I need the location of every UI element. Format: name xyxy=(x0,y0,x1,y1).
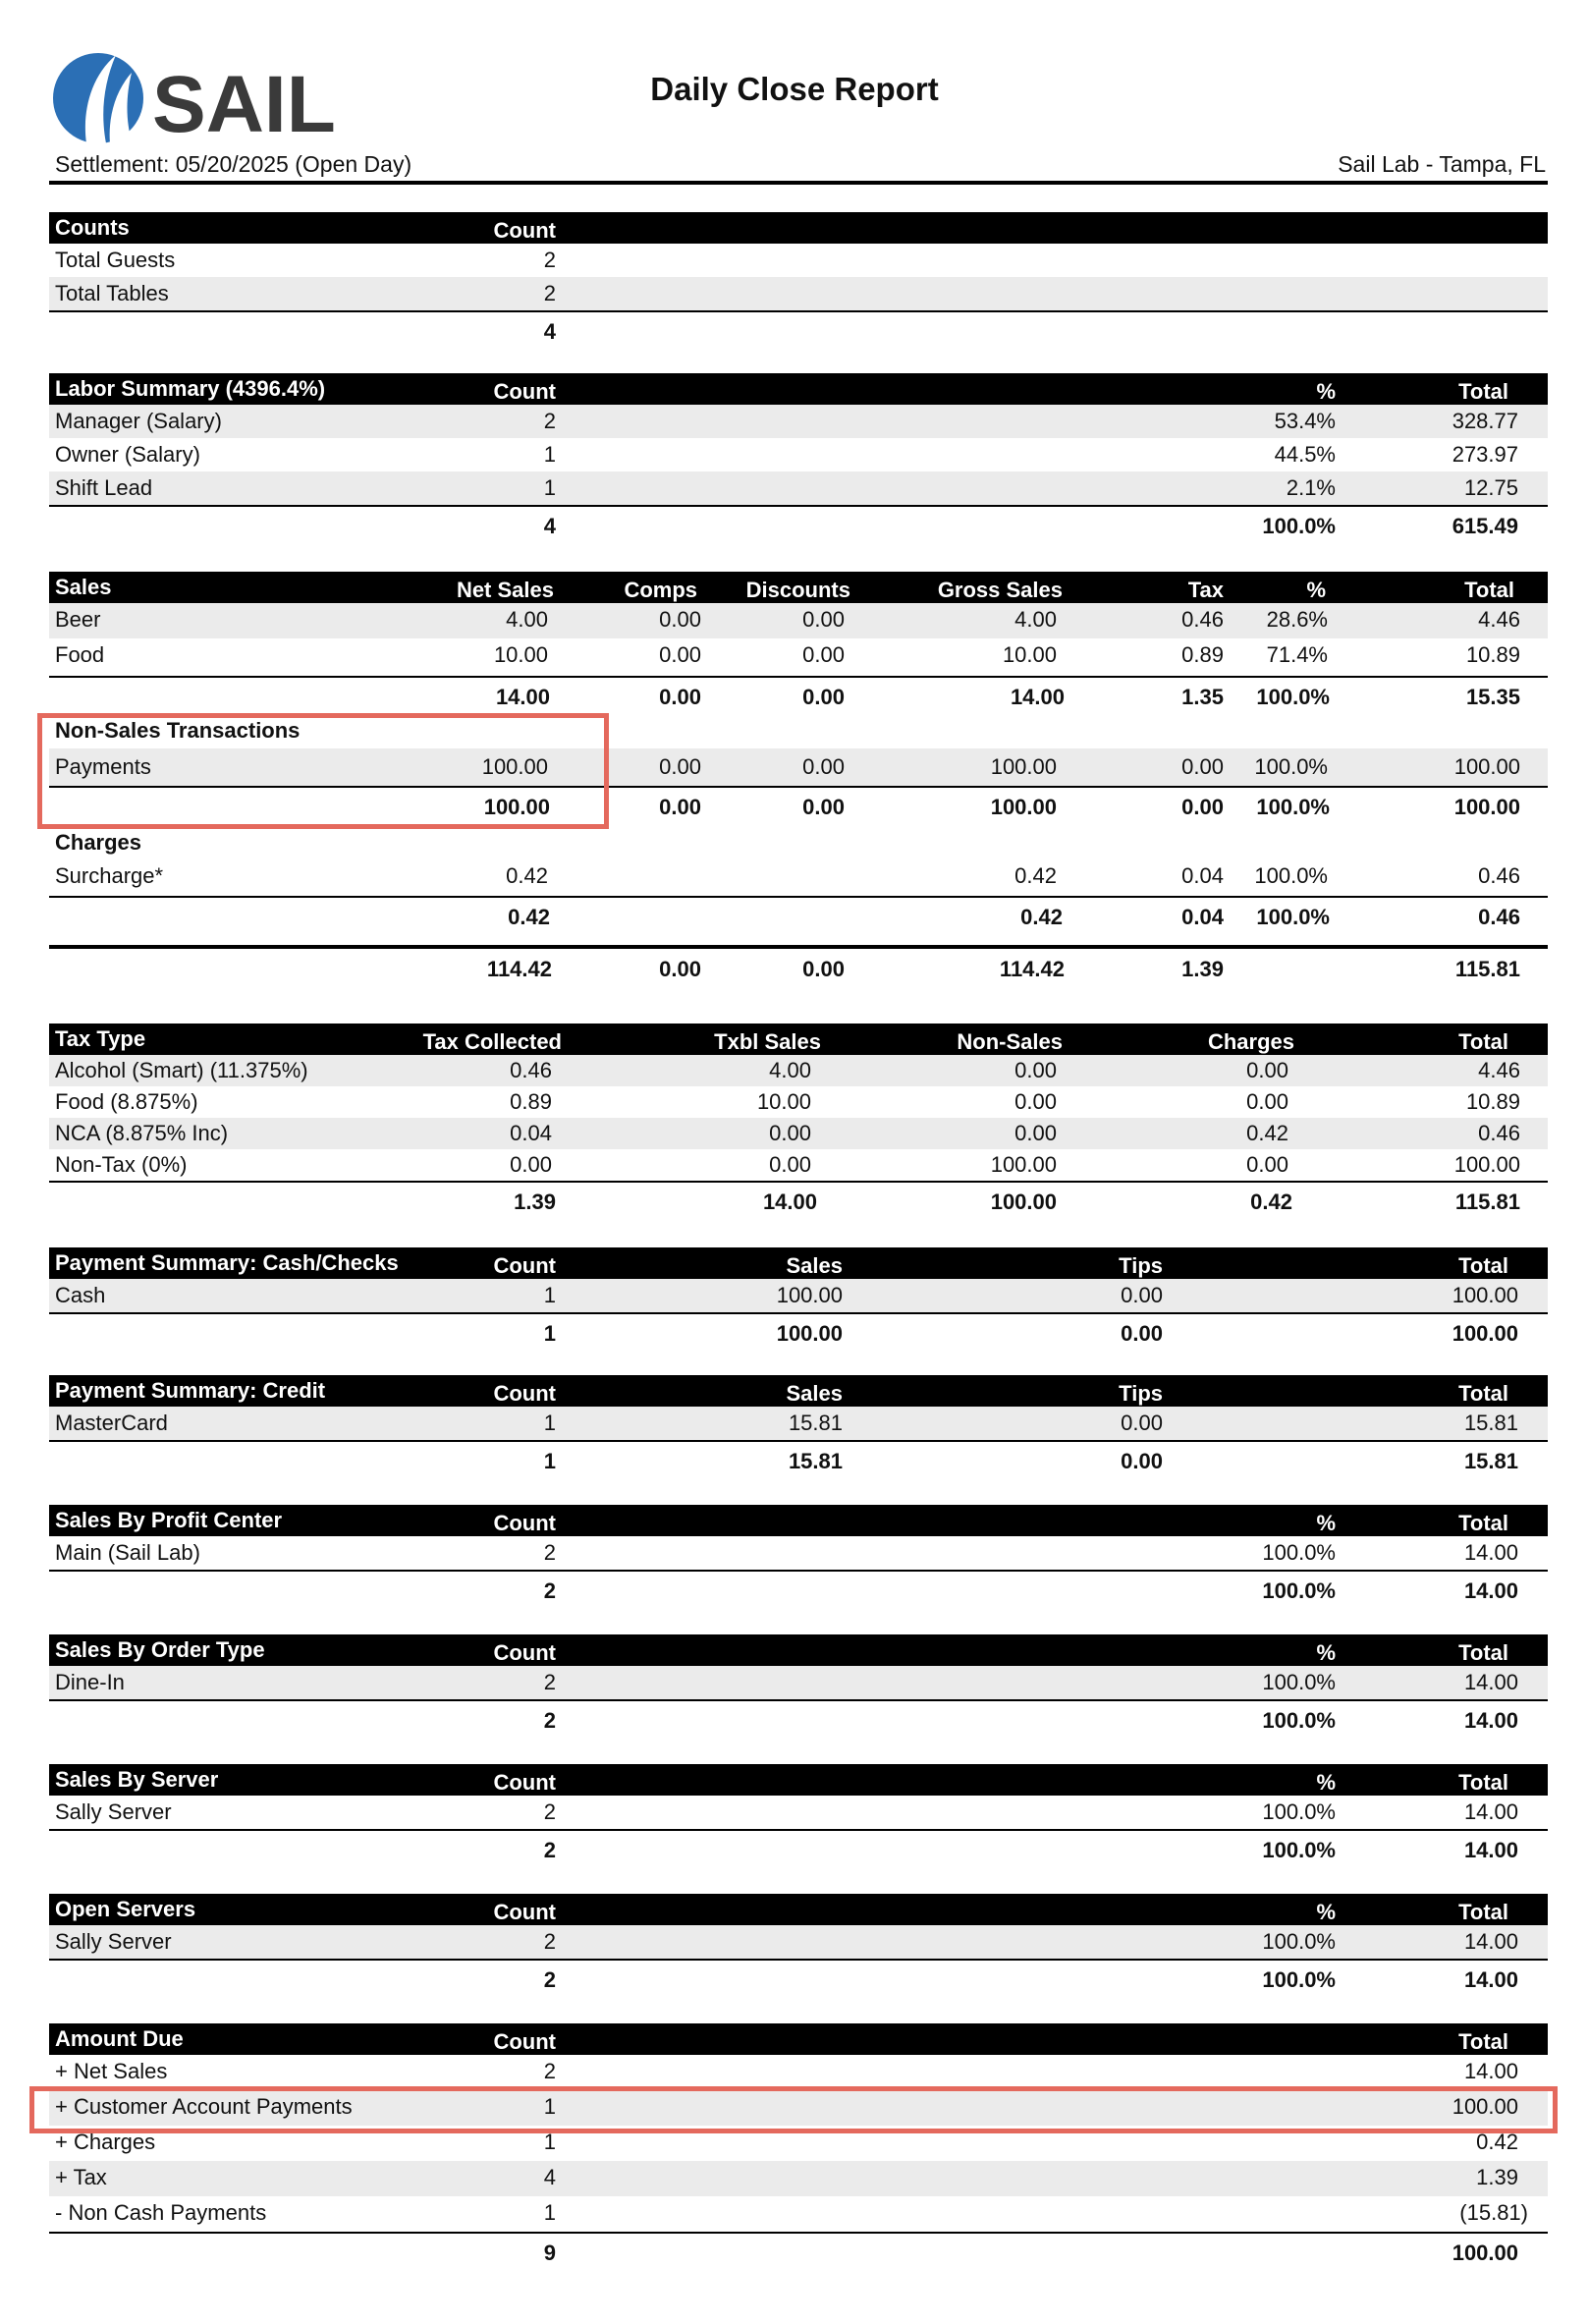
total-value: 0.00 xyxy=(659,795,701,819)
row-value: 1 xyxy=(543,442,556,467)
col-header: Comps xyxy=(624,578,697,602)
total-row xyxy=(49,676,1548,711)
row-value: 0.00 xyxy=(659,607,701,632)
row-value: 0.00 xyxy=(802,642,845,667)
table-row xyxy=(49,1666,1548,1699)
row-value: 0.00 xyxy=(1121,1283,1163,1307)
row-value: 0.04 xyxy=(510,1121,552,1145)
col-header: Charges xyxy=(1207,1029,1294,1054)
col-header: Gross Sales xyxy=(937,578,1063,602)
row-value: 71.4% xyxy=(1266,642,1328,667)
sales-header xyxy=(49,572,1548,603)
row-value: 0.00 xyxy=(659,642,701,667)
total-value: 115.81 xyxy=(1454,1190,1520,1214)
col-header: Count xyxy=(493,218,556,243)
table-row xyxy=(49,2055,1548,2090)
profit-center-section xyxy=(49,1505,1548,1607)
row-label: Beer xyxy=(55,607,101,632)
total-value: 15.35 xyxy=(1465,685,1520,709)
row-value: 100.00 xyxy=(1452,2094,1518,2119)
row-value: 2 xyxy=(543,409,556,433)
row-value: 14.00 xyxy=(1463,1540,1518,1565)
row-value: 10.00 xyxy=(756,1089,811,1114)
row-value: 0.00 xyxy=(1121,1411,1163,1435)
row-label: Shift Lead xyxy=(55,475,153,500)
header-divider xyxy=(49,181,1548,185)
table-row xyxy=(49,638,1548,676)
total-value: 0.00 xyxy=(1121,1321,1163,1346)
total-value: 0.42 xyxy=(1250,1190,1292,1214)
col-header: Total xyxy=(1458,1511,1508,1535)
cash-payment-section xyxy=(49,1247,1548,1350)
row-value: 14.00 xyxy=(1463,1799,1518,1824)
total-value: 0.00 xyxy=(1181,795,1224,819)
col-header: % xyxy=(1316,1640,1336,1665)
total-value: 115.81 xyxy=(1454,957,1520,981)
total-row xyxy=(49,1312,1548,1350)
row-label: + Customer Account Payments xyxy=(55,2094,353,2119)
total-value: 0.04 xyxy=(1181,905,1224,929)
row-label: Surcharge* xyxy=(55,863,164,888)
row-value: 1 xyxy=(543,2200,556,2225)
cash-header xyxy=(49,1247,1548,1279)
col-header: Amount Due xyxy=(55,2026,184,2051)
total-value: 100.00 xyxy=(1452,1321,1518,1346)
row-value: 1 xyxy=(543,475,556,500)
row-value: 1.39 xyxy=(1476,2165,1518,2189)
row-value: 0.00 xyxy=(1181,754,1224,779)
logo-wordmark: SAIL xyxy=(152,60,336,147)
row-label: Food xyxy=(55,642,105,667)
total-value: 0.00 xyxy=(659,685,701,709)
row-value: 100.0% xyxy=(1254,863,1328,888)
col-header: Count xyxy=(493,2029,556,2054)
sales-by-server-section xyxy=(49,1764,1548,1866)
row-value: 100.0% xyxy=(1262,1670,1336,1694)
total-value: 100.0% xyxy=(1262,1578,1336,1603)
total-value: 2 xyxy=(543,1838,556,1862)
total-value: 100.00 xyxy=(1452,2241,1518,2265)
total-value: 14.00 xyxy=(495,685,550,709)
col-header: % xyxy=(1316,1511,1336,1535)
row-value: 100.00 xyxy=(1453,1152,1520,1177)
row-label: Food (8.875%) xyxy=(55,1089,198,1114)
col-header: Count xyxy=(493,379,556,404)
row-value: 15.81 xyxy=(788,1411,843,1435)
nonsales-highlight-box xyxy=(37,713,609,829)
col-header: Total xyxy=(1458,1900,1508,1924)
total-value: 0.42 xyxy=(508,905,550,929)
row-value: 10.00 xyxy=(493,642,548,667)
row-value: 0.46 xyxy=(1478,1121,1520,1145)
col-header: Payment Summary: Credit xyxy=(55,1378,326,1403)
order-type-header xyxy=(49,1634,1548,1666)
total-value: 100.00 xyxy=(990,795,1057,819)
row-value: 0.00 xyxy=(802,607,845,632)
total-row xyxy=(49,1959,1548,1996)
total-value: 0.00 xyxy=(802,685,845,709)
row-value: 328.77 xyxy=(1452,409,1518,433)
labor-summary-section xyxy=(49,373,1548,542)
col-header: Sales By Profit Center xyxy=(55,1508,283,1532)
row-value: 10.89 xyxy=(1465,642,1520,667)
table-row xyxy=(49,1055,1548,1086)
row-value: 100.0% xyxy=(1262,1540,1336,1565)
credit-header xyxy=(49,1375,1548,1407)
total-row xyxy=(49,310,1548,348)
total-value: 100.00 xyxy=(776,1321,843,1346)
row-value: 0.04 xyxy=(1181,863,1224,888)
row-value: (15.81) xyxy=(1459,2200,1528,2225)
row-value: 0.00 xyxy=(1246,1152,1288,1177)
col-header: Total xyxy=(1458,2029,1508,2054)
total-value: 9 xyxy=(543,2241,556,2265)
table-row xyxy=(49,2161,1548,2196)
row-value: 2 xyxy=(543,2059,556,2083)
row-value: 0.42 xyxy=(506,863,548,888)
col-header: Total xyxy=(1458,1770,1508,1795)
row-value: 0.89 xyxy=(510,1089,552,1114)
total-value: 15.81 xyxy=(1463,1449,1518,1473)
row-value: 10.00 xyxy=(1002,642,1057,667)
row-value: 2 xyxy=(543,1540,556,1565)
total-value: 1.35 xyxy=(1181,685,1224,709)
total-value: 14.00 xyxy=(762,1190,817,1214)
col-header: Labor Summary (4396.4%) xyxy=(55,376,326,401)
row-value: 1 xyxy=(543,1411,556,1435)
total-value: 100.0% xyxy=(1262,1708,1336,1733)
total-row xyxy=(49,1699,1548,1737)
row-value: 2 xyxy=(543,1929,556,1954)
profit-center-header xyxy=(49,1505,1548,1536)
total-value: 114.42 xyxy=(486,957,552,981)
row-value: 14.00 xyxy=(1463,2059,1518,2083)
total-value: 0.42 xyxy=(1020,905,1063,929)
col-header: Total xyxy=(1464,578,1514,602)
col-header: Sales xyxy=(786,1253,843,1278)
row-value: 0.00 xyxy=(1246,1089,1288,1114)
row-label: Owner (Salary) xyxy=(55,442,200,467)
row-value: 100.00 xyxy=(990,754,1057,779)
total-value: 100.0% xyxy=(1256,795,1330,819)
row-label: Alcohol (Smart) (11.375%) xyxy=(55,1058,308,1082)
total-value: 0.46 xyxy=(1478,905,1520,929)
location-label: Sail Lab - Tampa, FL xyxy=(1338,151,1546,177)
table-row xyxy=(49,1279,1548,1312)
col-header: Tax Collected xyxy=(422,1029,562,1054)
total-value: 100.0% xyxy=(1262,514,1336,538)
open-servers-header xyxy=(49,1894,1548,1925)
row-value: 0.00 xyxy=(510,1152,552,1177)
total-row xyxy=(49,1440,1548,1477)
col-header: Sales By Server xyxy=(55,1767,219,1792)
row-value: 0.46 xyxy=(510,1058,552,1082)
row-label: Total Guests xyxy=(55,248,176,272)
row-label: + Tax xyxy=(55,2165,107,2189)
row-value: 0.00 xyxy=(802,754,845,779)
order-type-section xyxy=(49,1634,1548,1737)
row-value: 100.0% xyxy=(1262,1799,1336,1824)
table-row xyxy=(49,1149,1548,1181)
total-value: 15.81 xyxy=(788,1449,843,1473)
total-value: 100.0% xyxy=(1256,685,1330,709)
row-value: 2 xyxy=(543,1799,556,1824)
row-value: 4.00 xyxy=(506,607,548,632)
subsection-title: Non-Sales Transactions xyxy=(55,718,301,743)
total-value: 114.42 xyxy=(999,957,1065,981)
table-row xyxy=(49,2196,1548,2232)
total-value: 4 xyxy=(543,514,556,538)
row-label: Sally Server xyxy=(55,1929,172,1954)
row-value: 0.46 xyxy=(1181,607,1224,632)
server-header xyxy=(49,1764,1548,1796)
row-value: 0.00 xyxy=(1246,1058,1288,1082)
row-value: 0.42 xyxy=(1246,1121,1288,1145)
total-value: 100.00 xyxy=(990,1190,1057,1214)
total-row xyxy=(49,1829,1548,1866)
subsection-title: Charges xyxy=(55,830,142,855)
settlement-date: Settlement: 05/20/2025 (Open Day) xyxy=(55,151,412,177)
total-value: 100.00 xyxy=(1453,795,1520,819)
row-label: Cash xyxy=(55,1283,106,1307)
col-header: Tips xyxy=(1119,1253,1163,1278)
col-header: % xyxy=(1306,578,1326,602)
amount-due-header xyxy=(49,2023,1548,2055)
row-value: 15.81 xyxy=(1463,1411,1518,1435)
col-header: % xyxy=(1316,1770,1336,1795)
table-row xyxy=(49,244,1548,277)
col-header: Open Servers xyxy=(55,1897,196,1921)
total-value: 100.00 xyxy=(483,795,550,819)
row-value: 2 xyxy=(543,248,556,272)
col-header: Total xyxy=(1458,379,1508,404)
col-header: Payment Summary: Cash/Checks xyxy=(55,1250,399,1275)
row-value: 2 xyxy=(543,1670,556,1694)
row-value: 273.97 xyxy=(1452,442,1518,467)
row-label: Dine-In xyxy=(55,1670,125,1694)
row-label: + Net Sales xyxy=(55,2059,168,2083)
table-row xyxy=(49,438,1548,471)
total-value: 4 xyxy=(543,319,556,344)
table-row xyxy=(49,277,1548,310)
table-row xyxy=(49,405,1548,438)
row-value: 100.00 xyxy=(481,754,548,779)
customer-account-payments-highlight-box xyxy=(29,2086,1558,2133)
col-header: Count xyxy=(493,1900,556,1924)
total-value: 100.0% xyxy=(1262,1967,1336,1992)
row-value: 14.00 xyxy=(1463,1670,1518,1694)
table-row xyxy=(49,1925,1548,1959)
total-value: 1.39 xyxy=(1181,957,1224,981)
col-header: Discounts xyxy=(745,578,850,602)
grand-total-row xyxy=(49,945,1548,984)
row-value: 2.1% xyxy=(1286,475,1336,500)
row-value: 0.00 xyxy=(1014,1121,1057,1145)
row-label: Sally Server xyxy=(55,1799,172,1824)
row-label: MasterCard xyxy=(55,1411,168,1435)
row-value: 0.00 xyxy=(659,754,701,779)
row-value: 100.0% xyxy=(1262,1929,1336,1954)
col-header: Sales xyxy=(55,575,112,599)
row-value: 0.00 xyxy=(1014,1089,1057,1114)
row-value: 100.00 xyxy=(1452,1283,1518,1307)
total-value: 100.0% xyxy=(1262,1838,1336,1862)
col-header: Total xyxy=(1458,1640,1508,1665)
total-value: 14.00 xyxy=(1463,1838,1518,1862)
total-value: 2 xyxy=(543,1967,556,1992)
total-row xyxy=(49,1570,1548,1607)
table-row xyxy=(49,1086,1548,1118)
counts-header xyxy=(49,212,1548,244)
table-row xyxy=(49,1796,1548,1829)
row-label: - Non Cash Payments xyxy=(55,2200,267,2225)
col-header: Count xyxy=(493,1640,556,1665)
row-label: Non-Tax (0%) xyxy=(55,1152,188,1177)
table-row xyxy=(49,858,1548,896)
col-header: % xyxy=(1316,1900,1336,1924)
col-header: Txbl Sales xyxy=(714,1029,821,1054)
total-value: 1 xyxy=(543,1321,556,1346)
col-header: Count xyxy=(493,1511,556,1535)
row-value: 0.89 xyxy=(1181,642,1224,667)
row-value: 28.6% xyxy=(1266,607,1328,632)
row-value: 0.42 xyxy=(1014,863,1057,888)
row-label: NCA (8.875% Inc) xyxy=(55,1121,229,1145)
total-value: 2 xyxy=(543,1708,556,1733)
row-label: Payments xyxy=(55,754,151,779)
total-row xyxy=(49,1181,1548,1218)
tax-header xyxy=(49,1024,1548,1055)
counts-section xyxy=(49,212,1548,348)
total-value: 0.00 xyxy=(802,795,845,819)
row-value: 12.75 xyxy=(1463,475,1518,500)
col-header: Counts xyxy=(55,215,130,240)
col-header: Count xyxy=(493,1770,556,1795)
total-value: 2 xyxy=(543,1578,556,1603)
row-value: 44.5% xyxy=(1274,442,1336,467)
col-header: Net Sales xyxy=(456,578,554,602)
labor-header xyxy=(49,373,1548,405)
col-header: Total xyxy=(1458,1381,1508,1406)
total-value: 1 xyxy=(543,1449,556,1473)
col-header: Total xyxy=(1458,1253,1508,1278)
credit-payment-section xyxy=(49,1375,1548,1477)
col-header: Tax xyxy=(1187,578,1224,602)
col-header: Tax Type xyxy=(55,1026,146,1051)
total-row xyxy=(49,505,1548,542)
col-header: Count xyxy=(493,1381,556,1406)
open-servers-section xyxy=(49,1894,1548,1996)
row-value: 0.00 xyxy=(769,1152,811,1177)
row-value: 4.46 xyxy=(1478,1058,1520,1082)
table-row xyxy=(49,603,1548,638)
row-value: 100.00 xyxy=(1453,754,1520,779)
row-value: 0.42 xyxy=(1476,2130,1518,2154)
row-label: Manager (Salary) xyxy=(55,409,222,433)
row-value: 100.00 xyxy=(776,1283,843,1307)
total-value: 100.0% xyxy=(1256,905,1330,929)
total-value: 0.00 xyxy=(802,957,845,981)
total-value: 0.00 xyxy=(659,957,701,981)
row-value: 1 xyxy=(543,2130,556,2154)
col-header: Count xyxy=(493,1253,556,1278)
row-value: 0.00 xyxy=(769,1121,811,1145)
report-title: Daily Close Report xyxy=(650,71,939,107)
row-value: 0.00 xyxy=(1014,1058,1057,1082)
row-value: 10.89 xyxy=(1465,1089,1520,1114)
total-value: 0.00 xyxy=(1121,1449,1163,1473)
row-label: Total Tables xyxy=(55,281,169,305)
row-value: 4.46 xyxy=(1478,607,1520,632)
row-label: Main (Sail Lab) xyxy=(55,1540,200,1565)
col-header: Sales By Order Type xyxy=(55,1637,265,1662)
row-value: 1 xyxy=(543,2094,556,2119)
row-value: 100.00 xyxy=(990,1152,1057,1177)
total-value: 14.00 xyxy=(1463,1578,1518,1603)
table-row xyxy=(49,1407,1548,1440)
total-value: 615.49 xyxy=(1452,514,1518,538)
col-header: Non-Sales xyxy=(957,1029,1063,1054)
row-value: 53.4% xyxy=(1274,409,1336,433)
col-header: Sales xyxy=(786,1381,843,1406)
total-value: 14.00 xyxy=(1463,1708,1518,1733)
total-value: 14.00 xyxy=(1463,1967,1518,1992)
row-value: 0.46 xyxy=(1478,863,1520,888)
col-header: Tips xyxy=(1119,1381,1163,1406)
table-row xyxy=(49,1118,1548,1149)
total-value: 1.39 xyxy=(514,1190,556,1214)
table-row xyxy=(49,1536,1548,1570)
total-value: 14.00 xyxy=(1010,685,1065,709)
row-label: + Charges xyxy=(55,2130,156,2154)
row-value: 1 xyxy=(543,1283,556,1307)
total-row xyxy=(49,2232,1548,2269)
row-value: 4.00 xyxy=(769,1058,811,1082)
row-value: 4.00 xyxy=(1014,607,1057,632)
row-value: 14.00 xyxy=(1463,1929,1518,1954)
row-value: 2 xyxy=(543,281,556,305)
total-row xyxy=(49,896,1548,933)
col-header: Total xyxy=(1458,1029,1508,1054)
col-header: % xyxy=(1316,379,1336,404)
row-value: 100.0% xyxy=(1254,754,1328,779)
row-value: 4 xyxy=(543,2165,556,2189)
table-row xyxy=(49,471,1548,505)
amount-due-section xyxy=(49,2023,1548,2269)
tax-type-section xyxy=(49,1024,1548,1218)
